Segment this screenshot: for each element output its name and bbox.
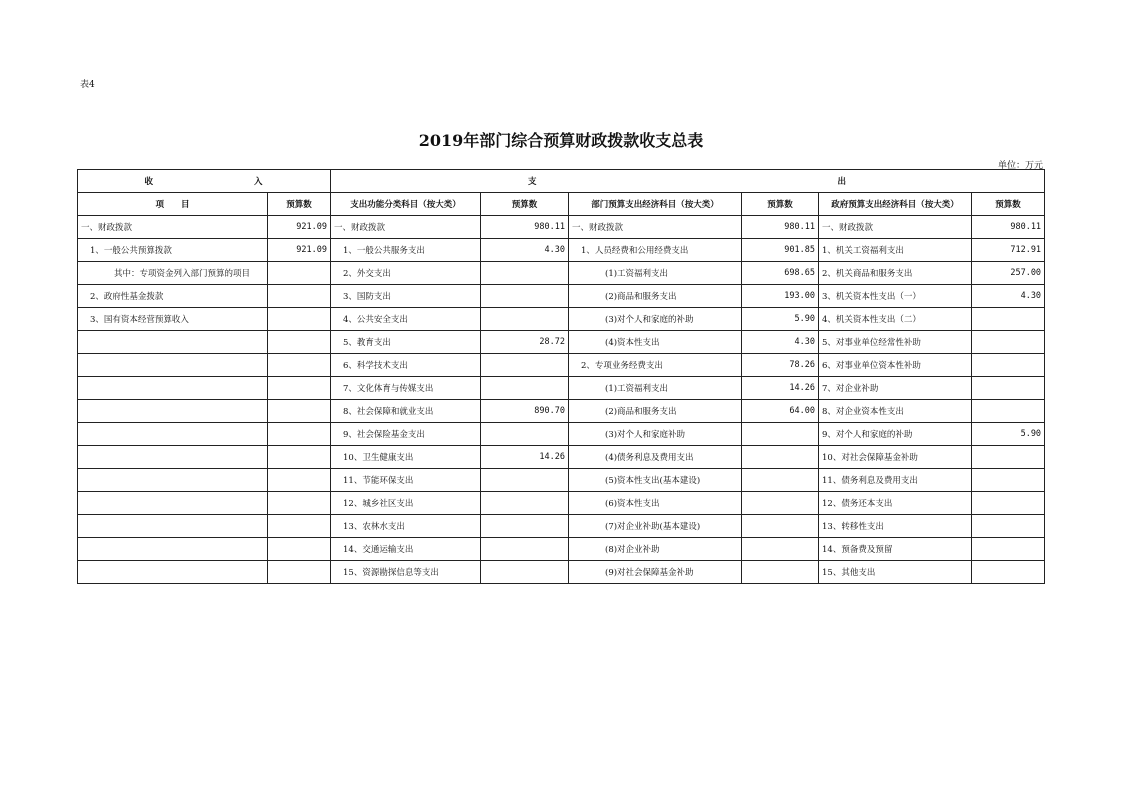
income-amount-cell <box>268 377 331 400</box>
dept-item-cell: 一、财政拨款 <box>569 216 742 239</box>
func-item-cell: 14、交通运输支出 <box>331 538 481 561</box>
dept-amount-cell <box>742 561 819 584</box>
col-header-dept-amount: 预算数 <box>742 193 819 216</box>
income-item-cell <box>78 400 268 423</box>
gov-item-cell: 12、债务还本支出 <box>819 492 972 515</box>
func-amount-cell <box>481 285 569 308</box>
dept-amount-cell: 64.00 <box>742 400 819 423</box>
income-item-cell <box>78 423 268 446</box>
dept-item-cell: (7)对企业补助(基本建设) <box>569 515 742 538</box>
table-row <box>78 400 1045 423</box>
gov-amount-cell: 712.91 <box>972 239 1045 262</box>
func-amount-cell <box>481 538 569 561</box>
table-row <box>78 239 1045 262</box>
gov-item-cell: 15、其他支出 <box>819 561 972 584</box>
func-amount-cell <box>481 354 569 377</box>
expense-group-header <box>331 170 1045 193</box>
func-amount-cell <box>481 423 569 446</box>
dept-item-cell: (3)对个人和家庭补助 <box>569 423 742 446</box>
income-header-left: 收 <box>144 177 154 187</box>
table-number: 表4 <box>80 80 95 90</box>
income-amount-cell <box>268 400 331 423</box>
income-amount-cell <box>268 262 331 285</box>
table-row <box>78 262 1045 285</box>
func-amount-cell <box>481 377 569 400</box>
dept-item-cell: (4)债务利息及费用支出 <box>569 446 742 469</box>
income-item-cell <box>78 377 268 400</box>
dept-amount-cell <box>742 492 819 515</box>
expense-header-right: 出 <box>837 177 848 187</box>
income-amount-cell <box>268 446 331 469</box>
col-header-gov: 政府预算支出经济科目（按大类） <box>819 193 972 216</box>
income-amount-cell <box>268 423 331 446</box>
dept-item-cell: (5)资本性支出(基本建设) <box>569 469 742 492</box>
income-header-right: 入 <box>254 177 264 187</box>
func-item-cell: 9、社会保险基金支出 <box>331 423 481 446</box>
func-amount-cell: 28.72 <box>481 331 569 354</box>
table-row <box>78 377 1045 400</box>
func-amount-cell: 980.11 <box>481 216 569 239</box>
gov-item-cell: 6、对事业单位资本性补助 <box>819 354 972 377</box>
func-amount-cell: 4.30 <box>481 239 569 262</box>
func-item-cell: 15、资源勘探信息等支出 <box>331 561 481 584</box>
table-row <box>78 538 1045 561</box>
gov-amount-cell <box>972 331 1045 354</box>
dept-item-cell: (9)对社会保障基金补助 <box>569 561 742 584</box>
dept-amount-cell: 14.26 <box>742 377 819 400</box>
income-amount-cell: 921.09 <box>268 216 331 239</box>
gov-item-cell: 14、预备费及预留 <box>819 538 972 561</box>
col-header-income-amount: 预算数 <box>268 193 331 216</box>
gov-amount-cell <box>972 377 1045 400</box>
dept-amount-cell: 980.11 <box>742 216 819 239</box>
func-item-cell: 13、农林水支出 <box>331 515 481 538</box>
income-item-cell <box>78 469 268 492</box>
table-row <box>78 469 1045 492</box>
func-amount-cell <box>481 308 569 331</box>
func-item-cell: 12、城乡社区支出 <box>331 492 481 515</box>
unit-label: 单位：万元 <box>997 161 1043 171</box>
income-item-cell <box>78 446 268 469</box>
income-amount-cell <box>268 354 331 377</box>
func-item-cell: 6、科学技术支出 <box>331 354 481 377</box>
table-row <box>78 492 1045 515</box>
dept-item-cell: 1、人员经费和公用经费支出 <box>569 239 742 262</box>
func-item-cell: 2、外交支出 <box>331 262 481 285</box>
income-amount-cell <box>268 538 331 561</box>
group-header-row <box>78 170 1045 193</box>
gov-item-cell: 5、对事业单位经常性补助 <box>819 331 972 354</box>
func-item-cell: 5、教育支出 <box>331 331 481 354</box>
gov-amount-cell <box>972 354 1045 377</box>
income-item-cell <box>78 515 268 538</box>
gov-amount-cell <box>972 561 1045 584</box>
func-item-cell: 8、社会保障和就业支出 <box>331 400 481 423</box>
dept-item-cell: (2)商品和服务支出 <box>569 400 742 423</box>
gov-amount-cell <box>972 492 1045 515</box>
income-item-cell <box>78 561 268 584</box>
income-amount-cell <box>268 469 331 492</box>
column-header-row <box>78 193 1045 216</box>
gov-amount-cell <box>972 515 1045 538</box>
income-amount-cell <box>268 285 331 308</box>
func-amount-cell <box>481 469 569 492</box>
income-item-cell: 3、国有资本经营预算收入 <box>78 308 268 331</box>
func-amount-cell: 890.70 <box>481 400 569 423</box>
dept-item-cell: (3)对个人和家庭的补助 <box>569 308 742 331</box>
table-row <box>78 354 1045 377</box>
gov-item-cell: 7、对企业补助 <box>819 377 972 400</box>
income-group-header <box>78 170 331 193</box>
func-item-cell: 3、国防支出 <box>331 285 481 308</box>
income-amount-cell: 921.09 <box>268 239 331 262</box>
gov-item-cell: 3、机关资本性支出（一） <box>819 285 972 308</box>
gov-amount-cell: 5.90 <box>972 423 1045 446</box>
dept-item-cell: (4)资本性支出 <box>569 331 742 354</box>
dept-amount-cell <box>742 423 819 446</box>
budget-table <box>77 169 1045 584</box>
dept-amount-cell <box>742 469 819 492</box>
gov-item-cell: 8、对企业资本性支出 <box>819 400 972 423</box>
income-amount-cell <box>268 492 331 515</box>
func-amount-cell <box>481 262 569 285</box>
func-item-cell: 11、节能环保支出 <box>331 469 481 492</box>
dept-amount-cell: 901.85 <box>742 239 819 262</box>
gov-amount-cell <box>972 538 1045 561</box>
income-amount-cell <box>268 561 331 584</box>
income-amount-cell <box>268 515 331 538</box>
func-amount-cell <box>481 561 569 584</box>
col-header-item: 项 目 <box>78 193 268 216</box>
func-item-cell: 7、文化体育与传媒支出 <box>331 377 481 400</box>
dept-amount-cell <box>742 446 819 469</box>
income-item-cell <box>78 354 268 377</box>
gov-amount-cell: 4.30 <box>972 285 1045 308</box>
dept-amount-cell: 78.26 <box>742 354 819 377</box>
gov-item-cell: 9、对个人和家庭的补助 <box>819 423 972 446</box>
dept-amount-cell <box>742 538 819 561</box>
func-item-cell: 4、公共安全支出 <box>331 308 481 331</box>
dept-item-cell: (8)对企业补助 <box>569 538 742 561</box>
income-item-cell: 2、政府性基金拨款 <box>78 285 268 308</box>
table-row <box>78 515 1045 538</box>
dept-amount-cell <box>742 515 819 538</box>
table-row <box>78 216 1045 239</box>
dept-amount-cell: 698.65 <box>742 262 819 285</box>
gov-item-cell: 4、机关资本性支出（二） <box>819 308 972 331</box>
func-amount-cell <box>481 515 569 538</box>
income-item-cell: 一、财政拨款 <box>78 216 268 239</box>
dept-amount-cell: 4.30 <box>742 331 819 354</box>
income-item-cell <box>78 331 268 354</box>
table-row <box>78 446 1045 469</box>
income-amount-cell <box>268 308 331 331</box>
gov-amount-cell: 257.00 <box>972 262 1045 285</box>
func-item-cell: 一、财政拨款 <box>331 216 481 239</box>
table-row <box>78 561 1045 584</box>
dept-item-cell: (6)资本性支出 <box>569 492 742 515</box>
col-header-func: 支出功能分类科目（按大类） <box>331 193 481 216</box>
dept-item-cell: (1)工资福利支出 <box>569 262 742 285</box>
gov-amount-cell <box>972 469 1045 492</box>
dept-amount-cell: 5.90 <box>742 308 819 331</box>
dept-amount-cell: 193.00 <box>742 285 819 308</box>
func-item-cell: 1、一般公共服务支出 <box>331 239 481 262</box>
expense-header-left: 支 <box>528 177 538 187</box>
income-item-cell: 其中：专项资金列入部门预算的项目 <box>78 262 268 285</box>
gov-item-cell: 一、财政拨款 <box>819 216 972 239</box>
gov-item-cell: 10、对社会保障基金补助 <box>819 446 972 469</box>
income-item-cell <box>78 492 268 515</box>
table-row <box>78 285 1045 308</box>
gov-item-cell: 11、债务利息及费用支出 <box>819 469 972 492</box>
func-amount-cell <box>481 492 569 515</box>
table-row <box>78 331 1045 354</box>
table-row <box>78 308 1045 331</box>
income-item-cell: 1、一般公共预算拨款 <box>78 239 268 262</box>
gov-amount-cell <box>972 308 1045 331</box>
col-header-gov-amount: 预算数 <box>972 193 1045 216</box>
dept-item-cell: 2、专项业务经费支出 <box>569 354 742 377</box>
gov-amount-cell <box>972 446 1045 469</box>
col-header-func-amount: 预算数 <box>481 193 569 216</box>
func-amount-cell: 14.26 <box>481 446 569 469</box>
col-header-dept: 部门预算支出经济科目（按大类） <box>569 193 742 216</box>
dept-item-cell: (2)商品和服务支出 <box>569 285 742 308</box>
table-row <box>78 423 1045 446</box>
page-title: 2019年部门综合预算财政拨款收支总表 <box>418 131 704 150</box>
func-item-cell: 10、卫生健康支出 <box>331 446 481 469</box>
gov-amount-cell <box>972 400 1045 423</box>
gov-amount-cell: 980.11 <box>972 216 1045 239</box>
gov-item-cell: 2、机关商品和服务支出 <box>819 262 972 285</box>
income-item-cell <box>78 538 268 561</box>
gov-item-cell: 1、机关工资福利支出 <box>819 239 972 262</box>
gov-item-cell: 13、转移性支出 <box>819 515 972 538</box>
income-amount-cell <box>268 331 331 354</box>
dept-item-cell: (1)工资福利支出 <box>569 377 742 400</box>
